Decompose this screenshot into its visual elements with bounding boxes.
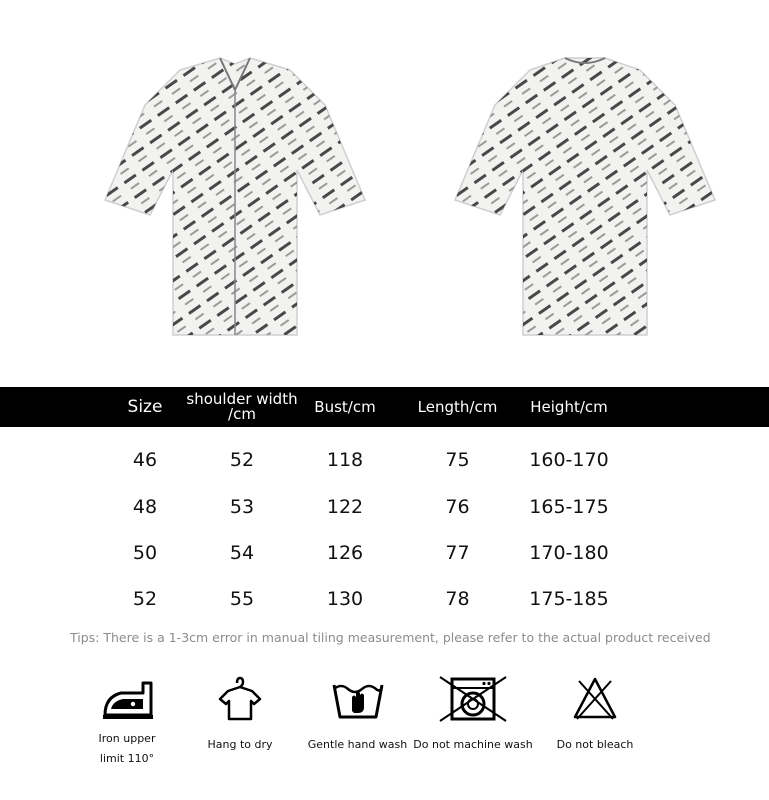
care-no-machine-wash	[412, 675, 534, 755]
table-row	[0, 445, 769, 475]
measurement-tip: Tips: There is a 1-3cm error in manual tiling measurement, please refer to the actual product received	[70, 630, 711, 645]
iron-label-line2: limit 110°	[99, 752, 155, 765]
header-shoulder-line2: /cm	[228, 405, 256, 423]
cell-shoulder: 53	[229, 496, 255, 518]
cell-size: 50	[132, 542, 158, 564]
table-row	[0, 584, 769, 614]
header-size: Size	[127, 396, 163, 417]
shirt-front-image	[85, 50, 385, 345]
header-shoulder-line1: shoulder width	[186, 390, 298, 408]
cell-height: 165-175	[529, 496, 609, 518]
product-photos	[0, 0, 769, 385]
cell-length: 77	[445, 542, 470, 564]
cell-length: 78	[445, 588, 470, 610]
hand-wash-icon	[330, 675, 386, 723]
care-hand-wash	[305, 675, 410, 755]
hang-label: Hang to dry	[207, 738, 273, 751]
header-shoulder-width	[182, 387, 302, 427]
cell-size: 52	[132, 588, 158, 610]
size-table-header	[0, 387, 769, 427]
table-row	[0, 492, 769, 522]
iron-label-line1: Iron upper	[98, 732, 156, 745]
cell-length: 76	[445, 496, 470, 518]
care-iron	[92, 675, 162, 769]
hand-wash-label: Gentle hand wash	[307, 738, 408, 751]
no-bleach-icon	[571, 675, 619, 723]
hanger-shirt-icon	[218, 675, 262, 723]
cell-bust: 126	[326, 542, 364, 564]
cell-height: 170-180	[529, 542, 609, 564]
cell-shoulder: 54	[229, 542, 255, 564]
care-hang	[200, 675, 280, 755]
cell-bust: 118	[326, 449, 364, 471]
cell-bust: 122	[326, 496, 364, 518]
cell-shoulder: 52	[229, 449, 255, 471]
cell-shoulder: 55	[229, 588, 255, 610]
cell-bust: 130	[326, 588, 364, 610]
header-length: Length/cm	[417, 397, 498, 416]
shirt-back-image	[435, 50, 735, 345]
iron-icon	[97, 675, 157, 723]
care-no-bleach	[552, 675, 638, 755]
cell-size: 48	[132, 496, 158, 518]
cell-height: 160-170	[529, 449, 609, 471]
no-machine-wash-label: Do not machine wash	[413, 738, 533, 751]
header-bust: Bust/cm	[314, 397, 376, 416]
header-height: Height/cm	[530, 397, 608, 416]
no-bleach-label: Do not bleach	[556, 738, 634, 751]
cell-size: 46	[132, 449, 158, 471]
cell-height: 175-185	[529, 588, 609, 610]
no-machine-wash-icon	[438, 675, 508, 723]
cell-length: 75	[445, 449, 470, 471]
table-row	[0, 538, 769, 568]
